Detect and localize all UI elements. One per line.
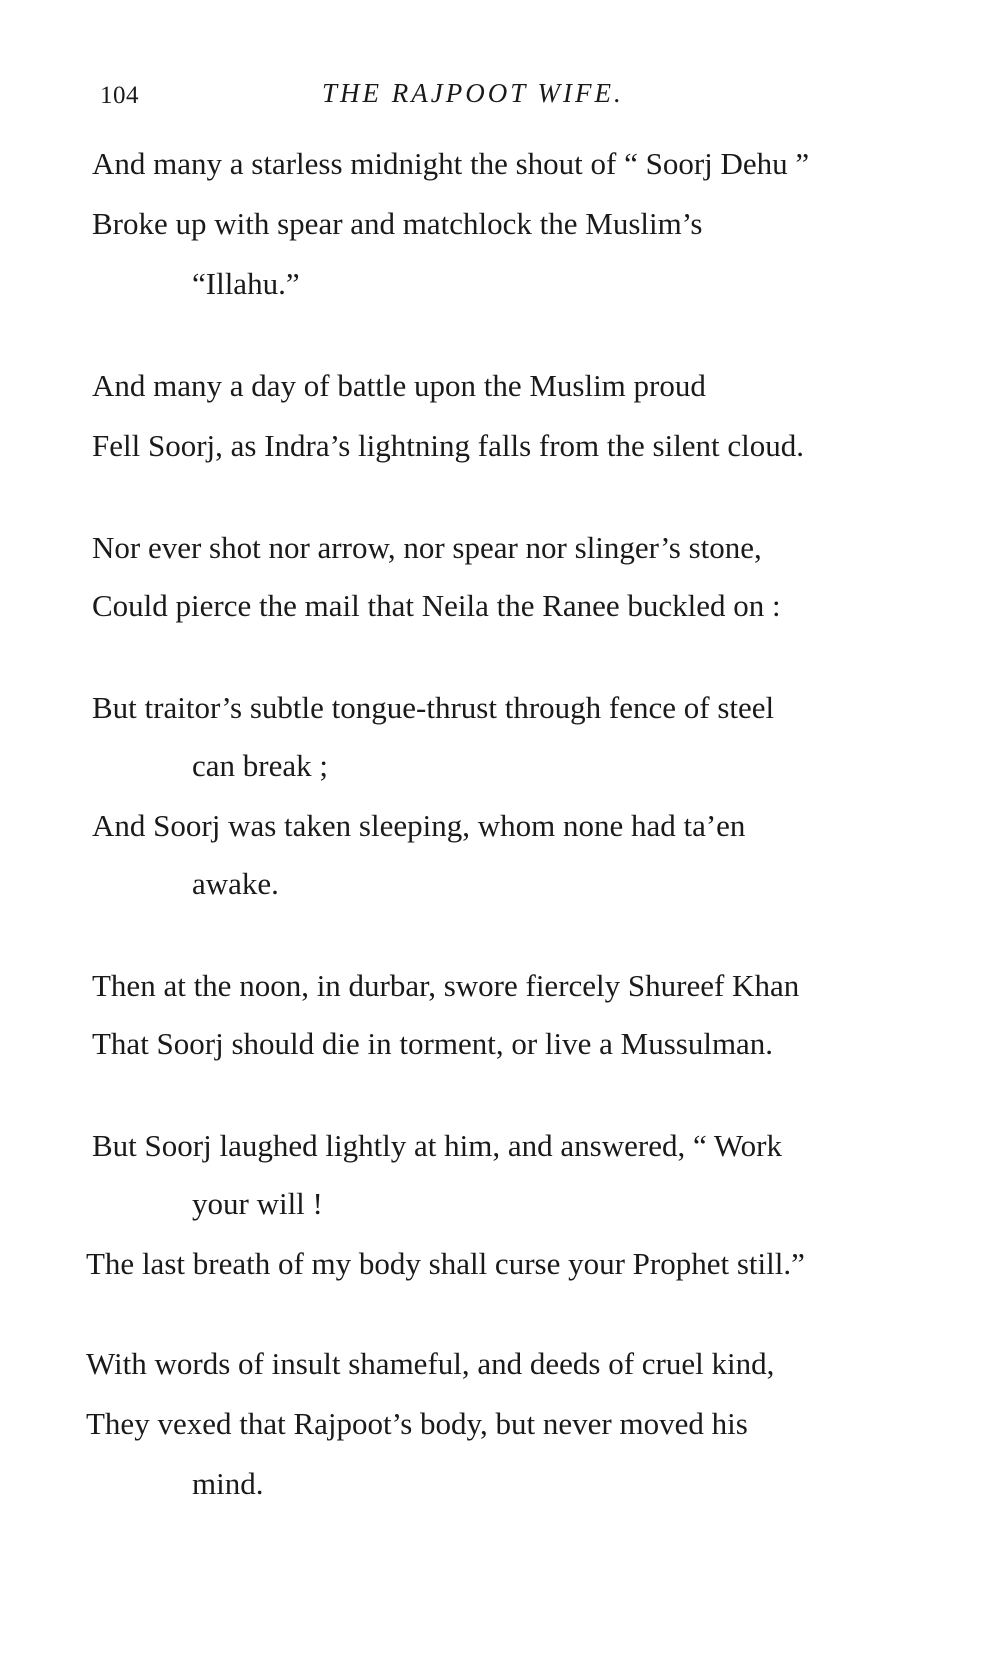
poem-line: awake.	[192, 866, 279, 901]
poem-line: “Illahu.”	[192, 266, 300, 301]
poem-line: Broke up with spear and matchlock the Muslim’s	[92, 206, 703, 241]
poem-line: Could pierce the mail that Neila the Ranee buckled on :	[92, 588, 781, 623]
running-title: THE RAJPOOT WIFE.	[322, 78, 624, 108]
page-number: 104	[100, 82, 139, 109]
poem-line: And many a day of battle upon the Muslim proud	[92, 368, 706, 403]
poem-line: Then at the noon, in durbar, swore fiercely Shureef Khan	[92, 968, 800, 1003]
poem-line: mind.	[192, 1466, 264, 1501]
poem-line: And many a starless midnight the shout of “ Soorj Dehu ”	[92, 146, 810, 181]
poem-line: And Soorj was taken sleeping, whom none had ta’en	[92, 808, 746, 843]
poem-line: can break ;	[192, 748, 328, 783]
poem-line: The last breath of my body shall curse your Prophet still.”	[86, 1246, 805, 1281]
poem-line: They vexed that Rajpoot’s body, but never moved his	[86, 1406, 748, 1441]
poem-line: But traitor’s subtle tongue-thrust through fence of steel	[92, 690, 775, 725]
poem-line: But Soorj laughed lightly at him, and answered, “ Work	[92, 1128, 783, 1163]
poem-line: That Soorj should die in torment, or live a Mussulman.	[92, 1026, 774, 1061]
poem-line: Fell Soorj, as Indra’s lightning falls from the silent cloud.	[92, 428, 805, 463]
poem-line: your will !	[192, 1186, 323, 1221]
poem-line: With words of insult shameful, and deeds of cruel kind,	[86, 1346, 775, 1381]
page-header	[92, 76, 922, 116]
poem-line: Nor ever shot nor arrow, nor spear nor slinger’s stone,	[92, 530, 762, 565]
